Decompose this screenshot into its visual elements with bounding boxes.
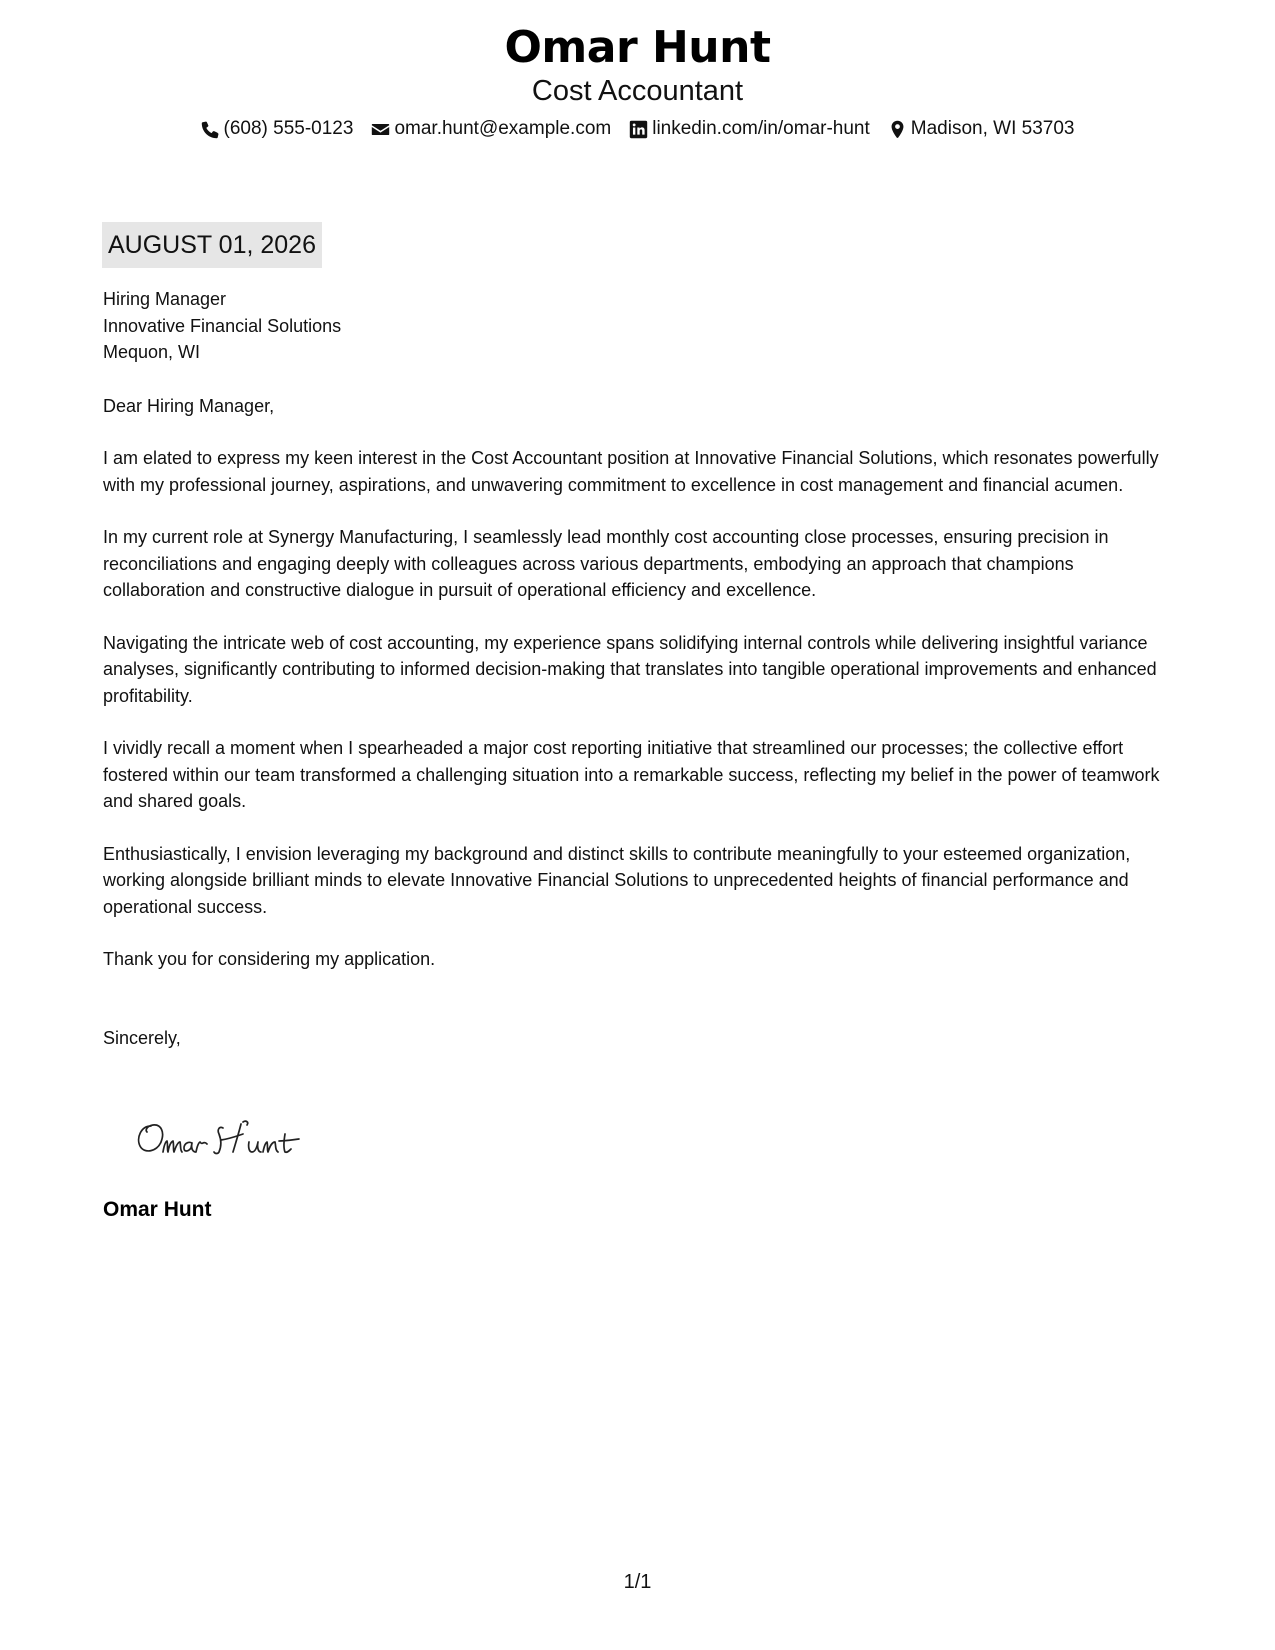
recipient-block [103, 286, 1178, 366]
contact-location [888, 116, 1075, 142]
contact-email [371, 116, 611, 142]
phone-text: (608) 555-0123 [223, 118, 354, 139]
letter-date: AUGUST 01, 2026 [102, 222, 322, 268]
body-paragraph: In my current role at Synergy Manufacturing, I seamlessly lead monthly cost accounting close processes, ensuring precision in reconciliations and engaging deeply with colleagues across various departments, embodying an approach that champions collaboration and constructive dialogue in pursuit of operational efficiency and excellence. [103, 527, 1109, 600]
location-text: Madison, WI 53703 [910, 118, 1075, 139]
body-paragraph: I am elated to express my keen interest in the Cost Accountant position at Innovative Financial Solutions, which resonates powerfully with my professional journey, aspirations, and unwavering commitment to excellence in cost management and financial acumen. [103, 448, 1159, 495]
recipient-location: Mequon, WI [103, 342, 201, 362]
contact-bar [0, 116, 1275, 142]
letter-body [103, 286, 1178, 1051]
page-indicator: 1/1 [623, 1571, 652, 1593]
applicant-name: Omar Hunt [504, 22, 771, 73]
thanks-line: Thank you for considering my application. [103, 949, 436, 969]
body-paragraph: I vividly recall a moment when I spearheaded a major cost reporting initiative that streamlined our processes; the collective effort fostered within our team transformed a challenging situation into a remarkable success, reflecting my belief in the power of teamwork and shared goals. [103, 738, 1160, 811]
job-title: Cost Accountant [531, 75, 744, 107]
letter-header [0, 22, 1275, 142]
body-paragraph: Enthusiastically, I envision leveraging my background and distinct skills to contribute meaningfully to your esteemed organization, working alongside brilliant minds to elevate Innovative Financial Solutions to unprecedented heights of financial performance and operational success. [103, 843, 1131, 917]
phone-icon [201, 120, 220, 139]
recipient-company: Innovative Financial Solutions [103, 315, 342, 336]
envelope-icon [371, 120, 390, 139]
closing-line: Sincerely, [103, 1027, 181, 1048]
handwritten-signature [133, 1112, 333, 1162]
body-paragraph: Navigating the intricate web of cost accounting, my experience spans solidifying internal controls while delivering insightful variance analyses, significantly contributing to informed decision-making that translates into tangible operational improvements and enhanced profitability. [103, 632, 1157, 706]
email-text: omar.hunt@example.com [394, 118, 612, 139]
salutation: Dear Hiring Manager, [103, 395, 275, 416]
signatory-name: Omar Hunt [103, 1198, 212, 1221]
recipient-title: Hiring Manager [103, 289, 227, 309]
linkedin-icon [629, 120, 648, 139]
contact-linkedin [629, 116, 870, 142]
map-marker-icon [888, 120, 907, 139]
linkedin-text: linkedin.com/in/omar-hunt [652, 118, 870, 139]
contact-phone [201, 116, 354, 142]
